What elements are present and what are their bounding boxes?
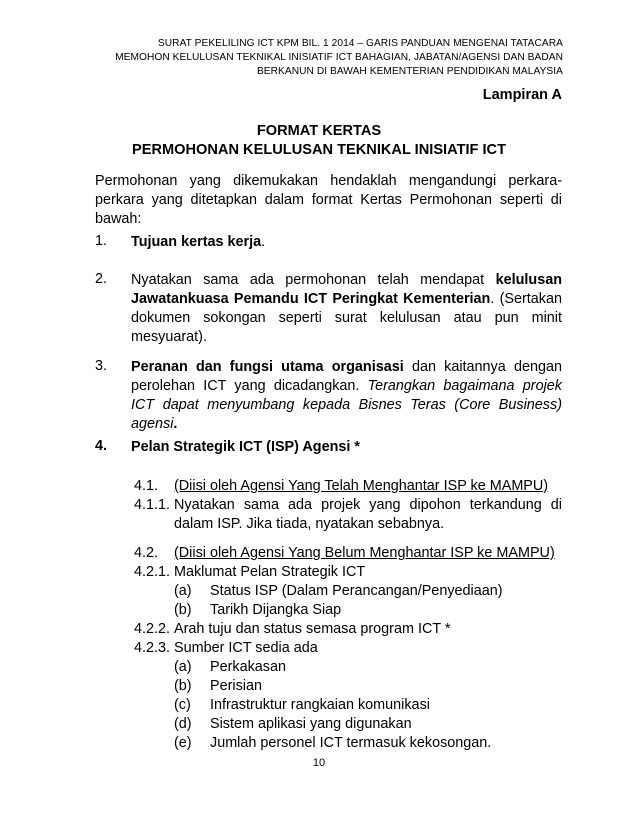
sub-4-2-3-e-text: Jumlah personel ICT termasuk kekosongan. xyxy=(210,735,492,751)
sub-4-2-3-c-text: Infrastruktur rangkaian komunikasi xyxy=(210,697,430,713)
item-2-pre: Nyatakan sama ada permohonan telah mendapat xyxy=(131,272,496,288)
item-3-mid: dan kaitannya dengan perolehan ICT yang dicadangkan. xyxy=(131,359,562,394)
sub-4-2-1-b-label: (b) xyxy=(174,602,192,618)
item-2-tail: . (Sertakan dokumen sokongan seperti surat kelulusan atau pun minit mesyuarat). xyxy=(131,291,562,345)
sub-4-2-1-a-text: Status ISP (Dalam Perancangan/Penyediaan) xyxy=(210,583,503,599)
item-2-bold: kelulusan Jawatankuasa Pemandu ICT Peringkat Kementerian xyxy=(131,272,562,307)
sub-4-2-3-e-label: (e) xyxy=(174,735,192,751)
document-header xyxy=(115,37,563,79)
intro-paragraph: Permohonan yang dikemukakan hendaklah mengandungi perkara-perkara yang ditetapkan dalam format Kertas Permohonan seperti di bawah: xyxy=(95,173,562,227)
item-3-number: 3. xyxy=(95,358,108,374)
sub-4-2-1-text: Maklumat Pelan Strategik ICT xyxy=(174,564,366,580)
item-1-tail: . xyxy=(261,234,266,250)
sub-4-2-3-a-label: (a) xyxy=(174,659,192,675)
page-number: 10 xyxy=(312,757,326,769)
item-3-italic: Terangkan bagaimana projek ICT dapat menyumbang kepada Bisnes Teras (Core Business) agensi xyxy=(131,378,562,432)
sub-4-2-3-b-label: (b) xyxy=(174,678,192,694)
sub-4-2-1-number: 4.2.1. xyxy=(134,564,171,580)
item-3-bold: Peranan dan fungsi utama organisasi xyxy=(131,359,404,375)
sub-4-1-1-text: Nyatakan sama ada projek yang dipohon terkandung di dalam ISP. Jika tiada, nyatakan sebabnya. xyxy=(174,497,562,532)
title-line-2: PERMOHONAN KELULUSAN TEKNIKAL INISIATIF ICT xyxy=(131,142,507,158)
sub-4-2-2-number: 4.2.2. xyxy=(134,621,171,637)
item-1-number: 1. xyxy=(95,233,108,249)
sub-4-2-3-a-text: Perkakasan xyxy=(210,659,286,675)
title-line-1: FORMAT KERTAS xyxy=(256,123,382,139)
sub-4-1-number: 4.1. xyxy=(134,478,159,494)
item-2-number: 2. xyxy=(95,271,108,287)
sub-4-2-3-c-label: (c) xyxy=(174,697,191,713)
sub-4-2-number: 4.2. xyxy=(134,545,159,561)
header-line-1: SURAT PEKELILING ICT KPM BIL. 1 2014 – GARIS PANDUAN MENGENAI TATACARA xyxy=(157,38,563,49)
sub-4-2-3-text: Sumber ICT sedia ada xyxy=(174,640,318,656)
item-4-number: 4. xyxy=(95,438,108,454)
item-1-text xyxy=(131,233,562,252)
sub-4-2-2-text: Arah tuju dan status semasa program ICT * xyxy=(174,621,451,637)
sub-4-2-3-number: 4.2.3. xyxy=(134,640,171,656)
item-2-text xyxy=(131,271,562,347)
sub-4-2-text: (Diisi oleh Agensi Yang Belum Menghantar ISP ke MAMPU) xyxy=(174,545,555,561)
item-1-bold: Tujuan kertas kerja xyxy=(131,234,262,250)
item-3-text xyxy=(131,358,562,434)
sub-4-2-1-b-text: Tarikh Dijangka Siap xyxy=(210,602,342,618)
header-line-3: BERKANUN DI BAWAH KEMENTERIAN PENDIDIKAN MALAYSIA xyxy=(256,66,563,77)
item-4-label: Pelan Strategik ICT (ISP) Agensi * xyxy=(131,439,360,455)
sub-4-2-3-d-label: (d) xyxy=(174,716,192,732)
sub-4-2-3-d-text: Sistem aplikasi yang digunakan xyxy=(210,716,412,732)
sub-4-1-1-number: 4.1.1. xyxy=(134,497,171,513)
item-3-tail: . xyxy=(173,416,178,432)
header-line-2: MEMOHON KELULUSAN TEKNIKAL INISIATIF ICT BAHAGIAN, JABATAN/AGENSI DAN BADAN xyxy=(115,52,563,63)
sub-4-1-text: (Diisi oleh Agensi Yang Telah Menghantar ISP ke MAMPU) xyxy=(174,478,549,494)
sub-4-2-3-b-text: Perisian xyxy=(210,678,262,694)
sub-4-2-1-a-label: (a) xyxy=(174,583,192,599)
appendix-label: Lampiran A xyxy=(482,87,562,103)
